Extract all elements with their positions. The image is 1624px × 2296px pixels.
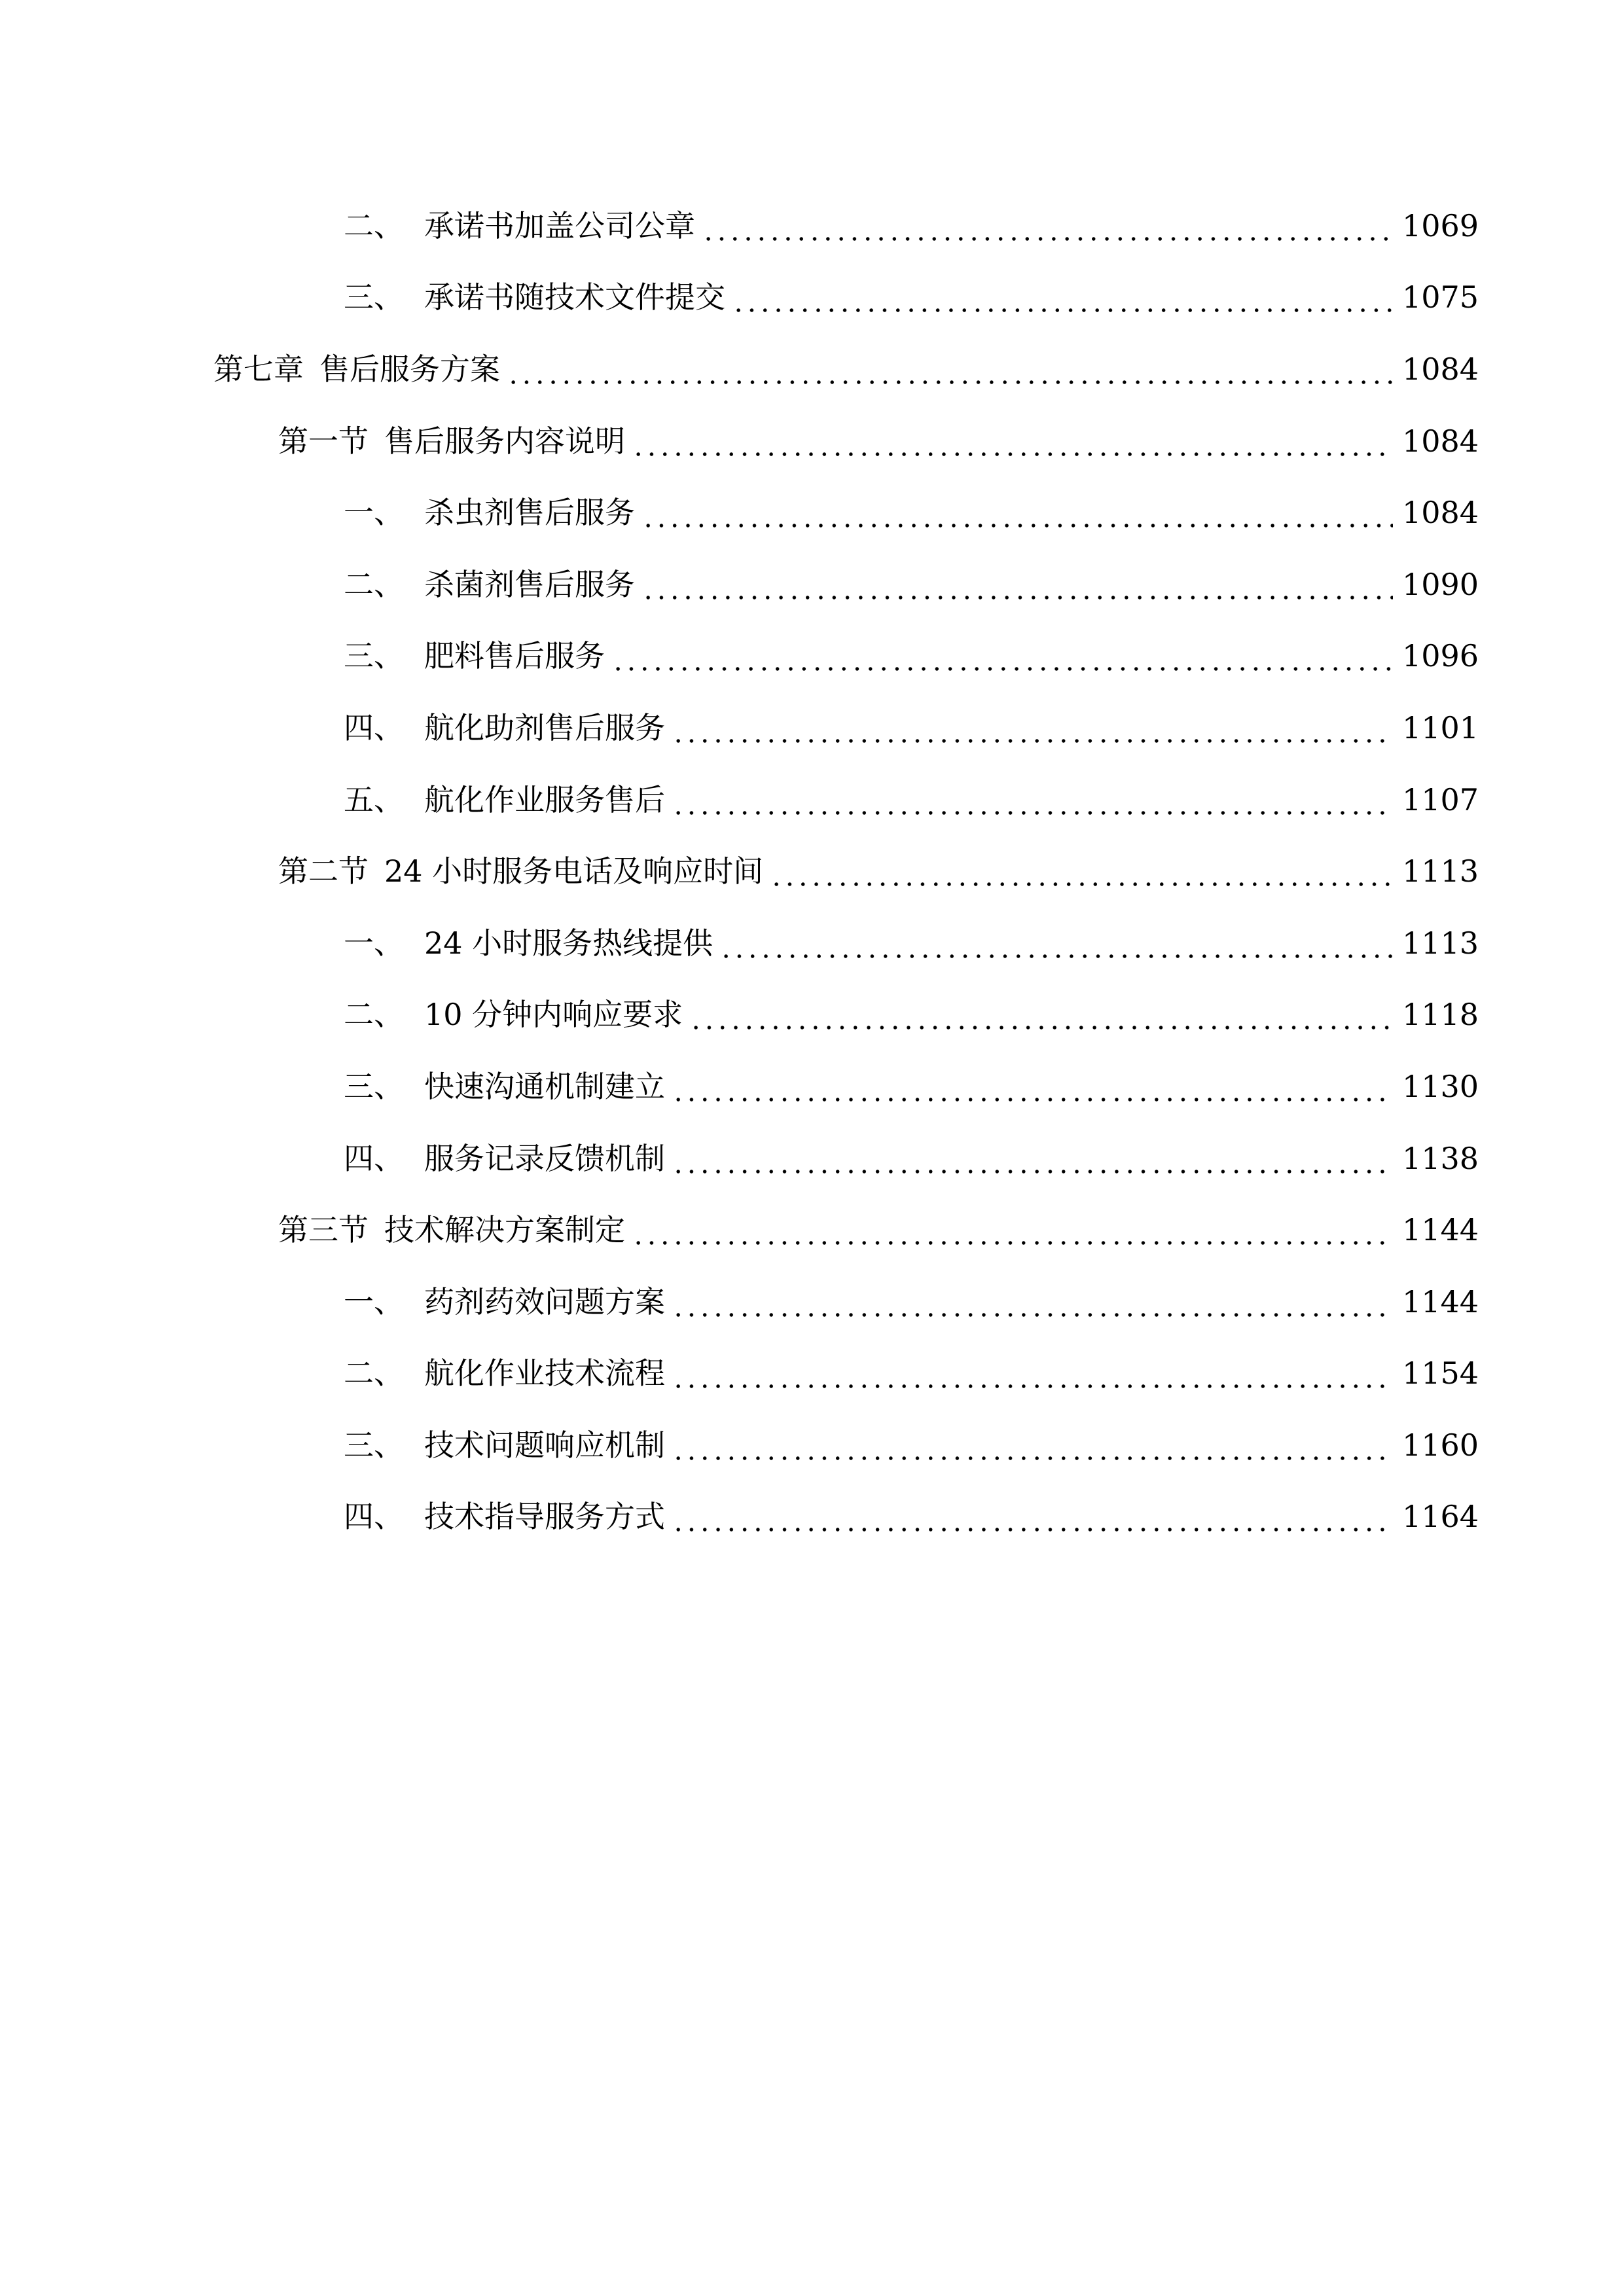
toc-section-entry[interactable] <box>0 1194 1624 1266</box>
toc-entry-number: 三、 <box>344 1068 404 1104</box>
toc-entry-title: 24 小时服务热线提供 <box>424 925 713 961</box>
toc-entry-title: 杀虫剂售后服务 <box>424 495 635 531</box>
toc-entry-title: 服务记录反馈机制 <box>424 1140 665 1176</box>
toc-entry-page-number: 1144 <box>1402 1283 1479 1319</box>
toc-entry-number: 二、 <box>344 1355 404 1391</box>
toc-entry-title: 杀菌剂售后服务 <box>424 566 635 602</box>
toc-entry-number: 四、 <box>344 709 404 745</box>
toc-entry[interactable] <box>0 548 1624 620</box>
toc-entry[interactable] <box>0 1481 1624 1553</box>
toc-entry-page-number: 1069 <box>1402 207 1479 243</box>
dot-leader <box>611 641 1393 671</box>
toc-entry-number: 二、 <box>344 566 404 602</box>
toc-entry-page-number: 1138 <box>1402 1140 1479 1176</box>
dot-leader <box>507 354 1393 384</box>
toc-entry-number: 五、 <box>344 781 404 817</box>
toc-entry[interactable] <box>0 262 1624 334</box>
dot-leader <box>672 1143 1393 1174</box>
toc-entry[interactable] <box>0 620 1624 692</box>
toc-entry-number: 一、 <box>344 925 404 961</box>
toc-entry-page-number: 1075 <box>1402 279 1479 315</box>
toc-entry-title: 售后服务方案 <box>319 351 500 387</box>
dot-leader <box>641 497 1393 528</box>
toc-entry-title: 航化助剂售后服务 <box>424 709 665 745</box>
toc-entry-page-number: 1096 <box>1402 638 1479 674</box>
toc-entry-page-number: 1144 <box>1402 1212 1479 1248</box>
toc-entry-page-number: 1154 <box>1402 1355 1479 1391</box>
dot-leader <box>689 999 1393 1030</box>
toc-entry-title: 技术解决方案制定 <box>384 1212 625 1248</box>
toc-chapter-entry[interactable] <box>0 333 1624 405</box>
toc-entry[interactable] <box>0 190 1624 262</box>
dot-leader <box>672 1071 1393 1102</box>
toc-entry-number: 二、 <box>344 997 404 1033</box>
dot-leader <box>770 856 1393 886</box>
toc-entry-page-number: 1164 <box>1402 1499 1479 1535</box>
toc-entry-title: 药剂药效问题方案 <box>424 1283 665 1319</box>
dot-leader <box>702 211 1393 241</box>
dot-leader <box>672 785 1393 815</box>
toc-entry-number: 三、 <box>344 638 404 674</box>
toc-entry[interactable] <box>0 764 1624 836</box>
toc-entry-page-number: 1113 <box>1402 853 1479 889</box>
dot-leader <box>732 282 1393 312</box>
toc-entry-title: 快速沟通机制建立 <box>424 1068 665 1104</box>
toc-entry-title: 航化作业技术流程 <box>424 1355 665 1391</box>
toc-entry-number: 四、 <box>344 1140 404 1176</box>
toc-entry[interactable] <box>0 907 1624 979</box>
toc-entry-title: 售后服务内容说明 <box>384 423 625 459</box>
toc-entry-page-number: 1118 <box>1402 997 1479 1033</box>
toc-entry-page-number: 1101 <box>1402 709 1479 745</box>
dot-leader <box>632 1215 1393 1245</box>
toc-entry-number: 四、 <box>344 1499 404 1535</box>
toc-entry-title: 24 小时服务电话及响应时间 <box>384 853 764 889</box>
toc-entry[interactable] <box>0 1338 1624 1410</box>
toc-section-entry[interactable] <box>0 405 1624 477</box>
toc-entry-page-number: 1084 <box>1402 351 1479 387</box>
dot-leader <box>632 426 1393 456</box>
toc-entry-number: 一、 <box>344 1283 404 1319</box>
toc-entry-number: 第一节 <box>278 423 369 459</box>
dot-leader <box>672 1358 1393 1388</box>
toc-entry-page-number: 1084 <box>1402 495 1479 531</box>
dot-leader <box>719 928 1393 958</box>
toc-entry[interactable] <box>0 1266 1624 1338</box>
toc-entry-page-number: 1084 <box>1402 423 1479 459</box>
toc-entry-number: 第七章 <box>213 351 304 387</box>
toc-entry-number: 三、 <box>344 279 404 315</box>
toc-entry-number: 三、 <box>344 1427 404 1463</box>
toc-entry-title: 肥料售后服务 <box>424 638 605 674</box>
toc-entry-title: 技术问题响应机制 <box>424 1427 665 1463</box>
dot-leader <box>672 1287 1393 1317</box>
toc-entry-title: 承诺书随技术文件提交 <box>424 279 725 315</box>
toc-entry-number: 第二节 <box>278 853 369 889</box>
dot-leader <box>672 713 1393 743</box>
toc-entry[interactable] <box>0 1409 1624 1481</box>
toc-entry-number: 第三节 <box>278 1212 369 1248</box>
toc-section-entry[interactable] <box>0 835 1624 907</box>
dot-leader <box>672 1501 1393 1532</box>
toc-entry-page-number: 1090 <box>1402 566 1479 602</box>
toc-entry[interactable] <box>0 1050 1624 1122</box>
toc-entry-title: 10 分钟内响应要求 <box>424 997 683 1033</box>
toc-entry[interactable] <box>0 476 1624 548</box>
toc-entry-number: 一、 <box>344 495 404 531</box>
toc-entry-page-number: 1107 <box>1402 781 1479 817</box>
toc-entry-number: 二、 <box>344 207 404 243</box>
dot-leader <box>641 569 1393 600</box>
toc-entry-page-number: 1160 <box>1402 1427 1479 1463</box>
table-of-contents <box>0 190 1624 1552</box>
toc-entry[interactable] <box>0 979 1624 1051</box>
toc-entry[interactable] <box>0 1122 1624 1194</box>
toc-entry-title: 承诺书加盖公司公章 <box>424 207 695 243</box>
toc-entry-page-number: 1130 <box>1402 1068 1479 1104</box>
dot-leader <box>672 1430 1393 1460</box>
toc-entry[interactable] <box>0 692 1624 764</box>
toc-entry-title: 航化作业服务售后 <box>424 781 665 817</box>
toc-entry-page-number: 1113 <box>1402 925 1479 961</box>
toc-entry-title: 技术指导服务方式 <box>424 1499 665 1535</box>
